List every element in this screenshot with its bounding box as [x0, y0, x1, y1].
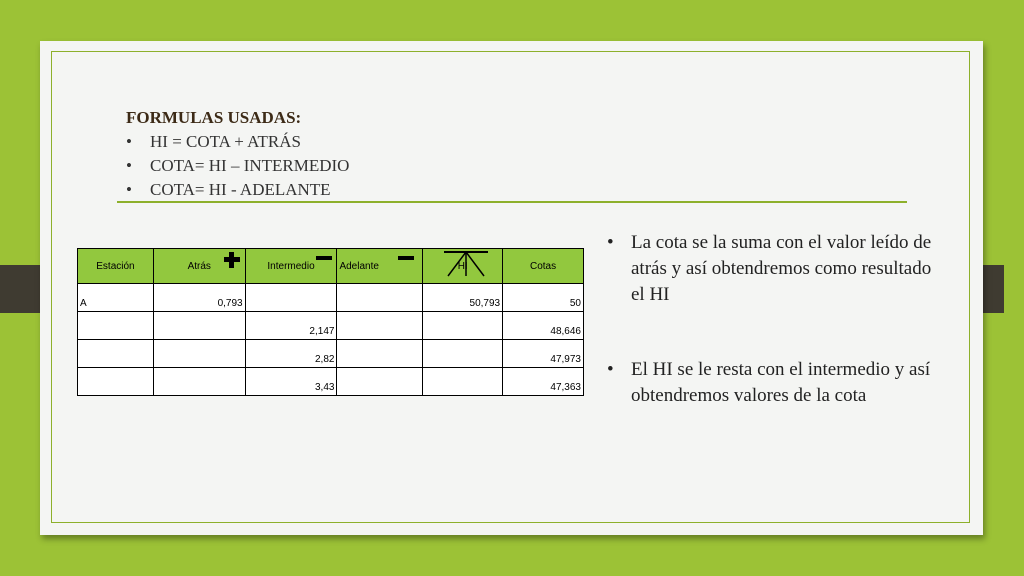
notes-block — [607, 230, 947, 409]
header-hi: HI — [423, 249, 503, 284]
cell-cotas: 50 — [503, 284, 584, 312]
cell-adelante — [337, 340, 423, 368]
formulas-block — [126, 106, 349, 202]
header-intermedio: Intermedio — [245, 249, 337, 284]
cell-adelante — [337, 312, 423, 340]
formula-text: COTA= HI - ADELANTE — [150, 180, 331, 199]
bullet-icon: • — [607, 359, 614, 380]
bullet-icon: • — [126, 132, 132, 151]
table-row — [78, 312, 584, 340]
side-tab-left — [0, 265, 42, 313]
cell-cotas: 47,973 — [503, 340, 584, 368]
formula-item — [126, 178, 349, 202]
cell-estacion: A — [78, 284, 154, 312]
cell-intermedio: 3,43 — [245, 368, 337, 396]
header-atras: Atrás — [153, 249, 245, 284]
header-adelante: Adelante — [337, 249, 423, 284]
table-row — [78, 340, 584, 368]
cell-estacion — [78, 340, 154, 368]
cell-intermedio — [245, 284, 337, 312]
cell-intermedio: 2,147 — [245, 312, 337, 340]
formula-text: HI = COTA + ATRÁS — [150, 132, 301, 151]
cell-hi — [423, 312, 503, 340]
cell-adelante — [337, 284, 423, 312]
header-cotas: Cotas — [503, 249, 584, 284]
cell-atras — [153, 312, 245, 340]
plus-sign-icon — [224, 252, 240, 268]
cell-hi — [423, 368, 503, 396]
bullet-icon: • — [126, 156, 132, 175]
note-item — [607, 230, 947, 308]
cell-hi — [423, 340, 503, 368]
table-row — [78, 368, 584, 396]
formulas-list — [126, 130, 349, 202]
cell-estacion — [78, 312, 154, 340]
cell-atras — [153, 368, 245, 396]
cell-cotas: 47,363 — [503, 368, 584, 396]
formula-item — [126, 154, 349, 178]
cell-atras — [153, 340, 245, 368]
cell-estacion — [78, 368, 154, 396]
minus-sign-icon — [398, 256, 414, 260]
cell-intermedio: 2,82 — [245, 340, 337, 368]
table-header-row — [78, 249, 584, 284]
formula-text: COTA= HI – INTERMEDIO — [150, 156, 350, 175]
minus-sign-icon — [316, 256, 332, 260]
header-estacion: Estación — [78, 249, 154, 284]
cell-adelante — [337, 368, 423, 396]
bullet-icon: • — [126, 180, 132, 199]
bullet-icon: • — [607, 232, 614, 253]
cell-cotas: 48,646 — [503, 312, 584, 340]
cell-atras: 0,793 — [153, 284, 245, 312]
formula-item — [126, 130, 349, 154]
note-text: El HI se le resta con el intermedio y así obtendremos valores de la cota — [631, 359, 931, 406]
note-item — [607, 357, 947, 409]
note-text: La cota se la suma con el valor leído de atrás y así obtendremos como resultado el HI — [631, 232, 932, 305]
table-row — [78, 284, 584, 312]
leveling-table — [77, 248, 584, 396]
formulas-title: FORMULAS USADAS: — [126, 108, 302, 127]
cell-hi: 50,793 — [423, 284, 503, 312]
level-tripod-icon — [444, 250, 488, 278]
section-divider — [117, 201, 907, 203]
